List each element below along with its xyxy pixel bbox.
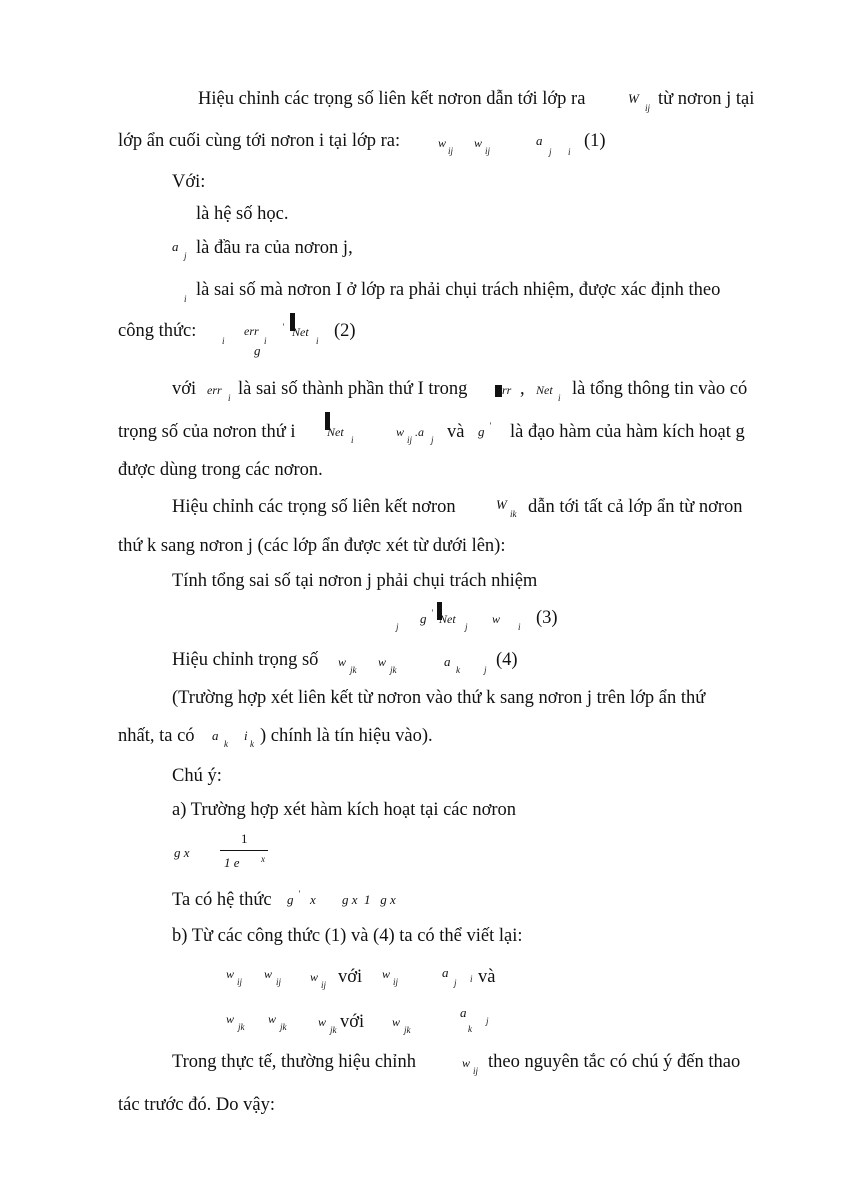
equation-number: (2) [334, 321, 356, 341]
math-net: Net [536, 383, 553, 397]
math-subscript: i [351, 435, 354, 445]
math-subscript: i [470, 974, 473, 984]
math-subscript: j [465, 622, 468, 632]
text-line: với [340, 1012, 365, 1032]
math-w: w [396, 425, 405, 439]
math-w: w [492, 612, 501, 626]
text-line: với [172, 379, 197, 399]
math-g: g [254, 343, 261, 358]
fraction-bar [220, 850, 268, 851]
math-w: w [392, 1015, 401, 1029]
text-line: Tính tổng sai số tại nơron j phải chụi trách nhiệm [172, 571, 538, 591]
text-line: nhất, ta có [118, 726, 195, 746]
math-subscript: j [486, 1016, 489, 1026]
math-subscript: ij [237, 977, 243, 987]
math-denominator: 1 e [224, 855, 240, 870]
math-w: w [378, 655, 387, 669]
math-subscript: ij [448, 146, 454, 156]
text-line: công thức: [118, 321, 197, 341]
math-a: a [442, 965, 449, 980]
equation-number: (4) [496, 650, 518, 670]
math-subscript: ij [393, 977, 399, 987]
text-line: là sai số thành phần thứ I trong [238, 379, 468, 399]
math-g: g [420, 611, 427, 626]
text-line: Hiệu chỉnh các trọng số liên kết nơron dẫn tới lớp ra [198, 89, 586, 109]
math-subscript: j [484, 665, 487, 675]
text-line: theo nguyên tắc có chú ý đến thao [488, 1052, 741, 1072]
text-line: là tổng thông tin vào có [572, 379, 748, 399]
math-W: W [496, 497, 507, 512]
math-a: a [460, 1005, 467, 1020]
text-line: tác trước đó. Do vậy: [118, 1095, 275, 1115]
math-w: w [226, 967, 235, 981]
math-i: i [244, 728, 248, 743]
text-line: Ta có hệ thức [172, 890, 272, 910]
math-w: w [318, 1015, 327, 1029]
text-line: là đầu ra của nơron j, [196, 238, 353, 258]
text-line: , [520, 379, 525, 399]
math-a: a [212, 728, 219, 743]
text-line: là đạo hàm của hàm kích hoạt g [510, 422, 745, 442]
math-prime: ' [489, 421, 491, 431]
math-subscript: ij [473, 1066, 479, 1076]
math-w: w [226, 1012, 235, 1026]
math-w: w [382, 967, 391, 981]
math-err: err [244, 324, 259, 338]
equation-number: (3) [536, 608, 558, 628]
math-W: W [628, 91, 639, 106]
text-line: từ nơron j tại [658, 89, 755, 109]
math-subscript: k [250, 739, 254, 749]
math-subscript: jk [350, 665, 357, 675]
text-line: a) Trường hợp xét hàm kích hoạt tại các nơron [172, 800, 517, 820]
math-subscript: ik [510, 509, 517, 519]
math-net: Net [292, 325, 309, 339]
text-line: trọng số của nơron thứ i [118, 422, 296, 442]
math-g: g [287, 892, 294, 907]
math-subscript: j [184, 251, 187, 261]
math-subscript: ij [645, 103, 651, 113]
math-w: w [438, 136, 447, 150]
math-subscript: k [468, 1024, 472, 1034]
math-subscript: i [316, 336, 319, 346]
math-subscript: k [224, 739, 228, 749]
text-line: và [447, 422, 465, 442]
bracket-glyph [495, 385, 502, 397]
math-err: err [207, 383, 222, 397]
text-line: dẫn tới tất cả lớp ẩn từ nơron [528, 497, 743, 517]
text-line: với [338, 967, 363, 987]
math-subscript: jk [238, 1022, 245, 1032]
math-subscript: i [558, 393, 561, 403]
text-line: Hiệu chỉnh các trọng số liên kết nơron [172, 497, 456, 517]
math-w: w [264, 967, 273, 981]
text-line: Với: [172, 172, 206, 192]
math-a: .a [415, 425, 424, 439]
text-line: và [478, 967, 496, 987]
math-prime: ' [298, 889, 300, 899]
math-subscript: jk [330, 1025, 337, 1035]
text-line: ) chính là tín hiệu vào). [260, 726, 433, 746]
math-subscript: ij [321, 980, 327, 990]
math-subscript: i [222, 336, 225, 346]
math-subscript: ij [276, 977, 282, 987]
math-subscript: j [396, 622, 399, 632]
math-w: w [268, 1012, 277, 1026]
math-numerator: 1 [241, 831, 248, 846]
math-net: Net [327, 425, 344, 439]
math-superscript: x [261, 854, 265, 864]
math-err: rr [502, 383, 512, 397]
math-g: g [478, 424, 485, 439]
math-subscript: i [568, 147, 571, 157]
text-line: (Trường hợp xét liên kết từ nơron vào thứ k sang nơron j trên lớp ẩn thứ [172, 688, 706, 708]
math-subscript: j [431, 435, 434, 445]
math-subscript: ij [407, 435, 413, 445]
text-line: được dùng trong các nơron. [118, 460, 323, 480]
math-w: w [338, 655, 347, 669]
text-line: lớp ẩn cuối cùng tới nơron i tại lớp ra: [118, 131, 401, 151]
equation-number: (1) [584, 131, 606, 151]
text-line: là hệ số học. [196, 204, 289, 224]
math-subscript: i [264, 336, 267, 346]
text-line: Hiệu chỉnh trọng số [172, 650, 319, 670]
math-subscript: i [184, 294, 187, 304]
math-gx: g x [174, 845, 190, 860]
math-prime: ' [282, 322, 284, 332]
math-prime: ' [431, 608, 433, 618]
math-x: x [310, 892, 316, 907]
text-line: Trong thực tế, thường hiệu chỉnh [172, 1052, 416, 1072]
math-subscript: i [518, 622, 521, 632]
math-subscript: j [454, 978, 457, 988]
math-subscript: i [228, 393, 231, 403]
math-a: a [172, 239, 179, 254]
text-line: là sai số mà nơron I ở lớp ra phải chụi trách nhiệm, được xác định theo [196, 280, 721, 300]
math-a: a [444, 654, 451, 669]
math-subscript: jk [404, 1025, 411, 1035]
math-w: w [310, 970, 319, 984]
text-line: Chú ý: [172, 766, 222, 786]
math-subscript: jk [390, 665, 397, 675]
text-line: thứ k sang nơron j (các lớp ẩn được xét từ dưới lên): [118, 536, 506, 556]
math-a: a [536, 133, 543, 148]
math-subscript: k [456, 665, 460, 675]
math-subscript: jk [280, 1022, 287, 1032]
math-expr: g x 1 g x [342, 892, 396, 907]
math-net: Net [439, 612, 456, 626]
math-w: w [462, 1056, 471, 1070]
math-subscript: ij [485, 146, 491, 156]
math-w: w [474, 136, 483, 150]
math-subscript: j [549, 147, 552, 157]
text-line: b) Từ các công thức (1) và (4) ta có thể viết lại: [172, 926, 523, 946]
